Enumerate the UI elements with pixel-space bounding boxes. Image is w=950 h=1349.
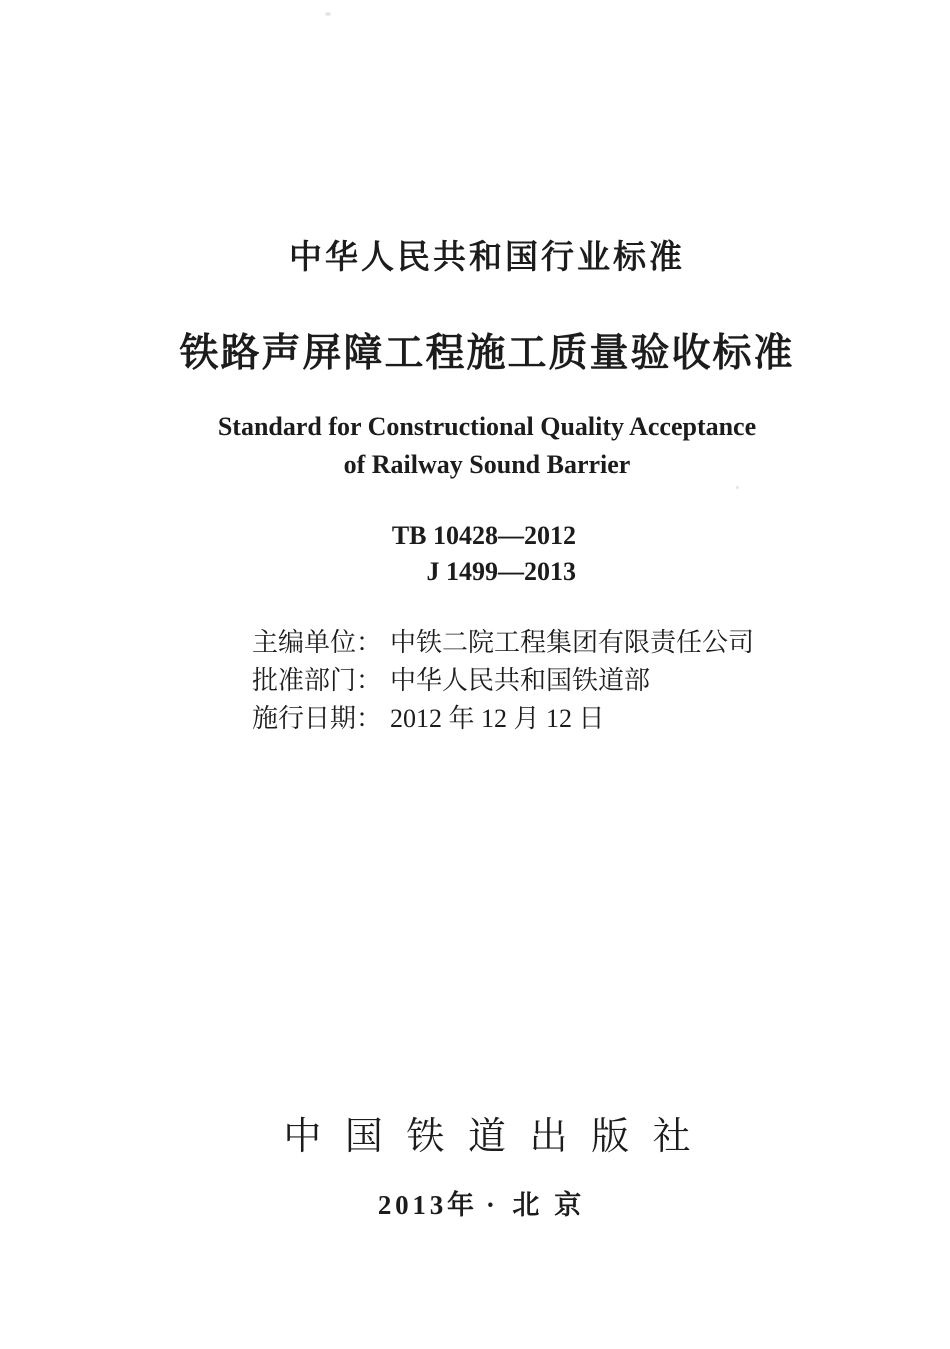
title-english — [0, 408, 950, 484]
publication-info — [252, 624, 754, 738]
standard-number-primary: TB 10428—2012 — [391, 521, 576, 550]
standard-number-record: J 1499—2013 — [426, 557, 576, 586]
imprint-year: 2013年 — [377, 1190, 478, 1220]
scan-speck — [325, 12, 331, 16]
chief-editor-row — [252, 624, 754, 662]
effective-date-row — [252, 700, 754, 738]
title-chinese: 铁路声屏障工程施工质量验收标准 — [179, 332, 795, 375]
imprint-city: 北京 — [512, 1190, 597, 1220]
chief-editor-value: 中铁二院工程集团有限责任公司 — [390, 628, 755, 657]
chief-editor-label: 主编单位： — [252, 628, 383, 657]
publisher-name: 中国铁道出版社 — [283, 1116, 715, 1158]
approval-department-row — [252, 662, 754, 700]
approval-department-value: 中华人民共和国铁道部 — [390, 666, 651, 695]
effective-date-label: 施行日期： — [252, 704, 383, 733]
approval-department-label: 批准部门： — [252, 666, 383, 695]
series-heading: 中华人民共和国行业标准 — [289, 238, 685, 275]
imprint-line — [0, 1192, 950, 1219]
effective-date-value: 2012 年 12 月 12 日 — [390, 704, 605, 733]
scan-speck — [736, 486, 739, 489]
imprint-separator-dot: · — [485, 1190, 495, 1220]
title-english-line1: Standard for Constructional Quality Acceptance — [217, 412, 757, 441]
title-english-line2: of Railway Sound Barrier — [343, 450, 631, 479]
standard-numbers — [392, 518, 576, 590]
